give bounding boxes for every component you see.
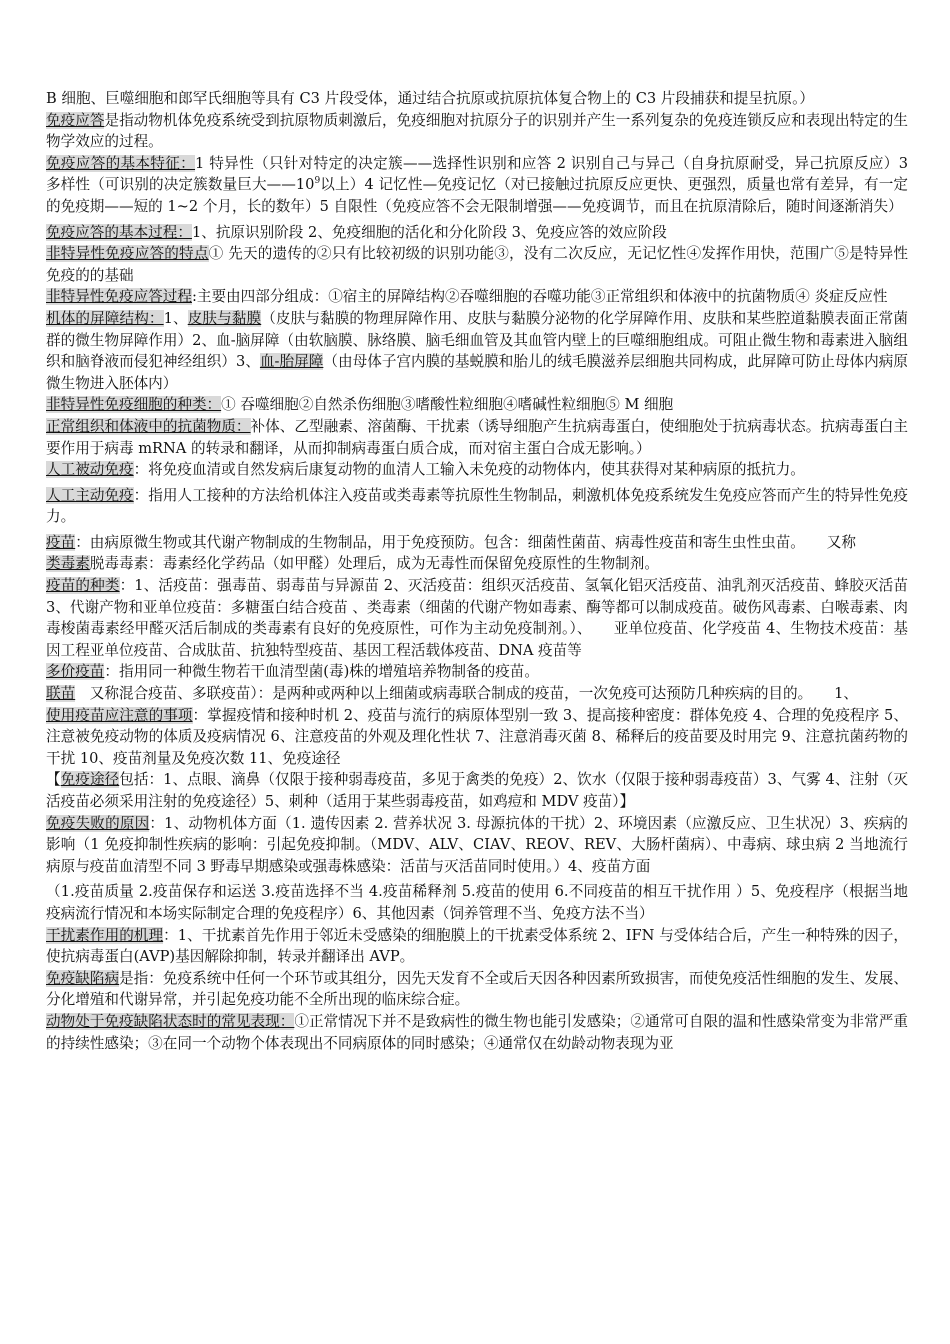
paragraph-interferon-mechanism [46,925,908,968]
superscript: 9 [314,176,321,187]
paragraph-barrier-structure [46,308,908,394]
term-heading: 免疫应答 [46,111,105,129]
paragraph-text: 1、 [163,309,188,327]
paragraph-text: ：1、干扰素首先作用于邻近未受感染的细胞膜上的干扰素受体系统 2、IFN 与受体结合后，产生一种特殊的因子，使抗病毒蛋白(AVP)基因解除抑制，转录并翻译出 AVP。 [46,926,908,966]
bracket-open: 【 [46,771,61,789]
paragraph-text: （皮肤与黏膜的物理屏障作用、皮肤与黏膜分泌物的化学屏障作用、皮肤和某些腔道黏膜表面正常菌群的微生物屏障作用）2、血-脑屏障（由软脑膜、脉络膜、脑毛细血管及其血管内壁上的巨噬细胞组成。可阻止微生物和毒素进入脑组织和脑脊液而侵犯神经组织）3、 [46,309,908,371]
paragraph-text: 脱毒毒素：毒素经化学药品（如甲醛）处理后，成为无毒性而保留免疫原性的生物制剂。 [89,555,659,573]
paragraph-text: 又称混合疫苗、多联疫苗）：是两种或两种以上细菌或病毒联合制成的疫苗，一次免疫可达预防几种疾病的目的。 1、 [75,685,858,703]
term-heading: 机体的屏障结构： [46,309,164,327]
paragraph-immune-failure [46,813,908,878]
term-heading: 疫苗的种类 [46,577,120,595]
paragraph-nonspecific-cells [46,394,908,416]
term-heading: 非特异性免疫应答过程 [46,288,192,306]
paragraph-active-immunity [46,485,908,528]
term-heading: 免疫途径 [60,771,120,789]
paragraph-antibacterial-substances [46,416,908,459]
paragraph-text: ：掌握疫情和接种时机 2、疫苗与流行的病原体型别一致 3、提高接种密度：群体免疫 4、合理的免疫程序 5、注意被免疫动物的体质及疫病情况 6、注意疫苗的外观及理化性状 7、注意消毒灭菌 8、稀释后的疫苗要及时用完 9、注意抗菌药物的干扰 10、疫苗剂量及免疫次数 11、免疫途径 [46,706,908,767]
term-heading: 免疫应答的基本特征： [46,154,196,172]
paragraph-text: B 细胞、巨噬细胞和郎罕氏细胞等具有 C3 片段受体，通过结合抗原或抗原抗体复合物上的 C3 片段捕获和提呈抗原。） [46,90,815,107]
paragraph-text: （由母体子宫内膜的基蜕膜和胎儿的绒毛膜滋养层细胞共同构成，此屏障可防止母体内病原微生物进入胚体内） [46,353,908,392]
paragraph-b-cell [46,88,908,110]
paragraph-passive-immunity [46,459,908,481]
term-heading: 多价疫苗 [46,663,105,681]
paragraph-text: 是指：免疫系统中任何一个环节或其组分，因先天发育不全或后天因各种因素所致损害，而使免疫活性细胞的发生、发展、分化增殖和代谢异常，并引起免疫功能不全所出现的临床综合症。 [46,969,908,1009]
term-heading: 免疫应答的基本过程： [46,223,192,241]
paragraph-text: ：指用同一种微生物若干血清型菌(毒)株的增殖培养物制备的疫苗。 [104,663,539,681]
term-heading: 疫苗 [46,533,76,551]
paragraph-text: ① 先天的遗传的②只有比较初级的识别功能③，没有二次反应，无记忆性④发挥作用快，范围广⑤是特异性免疫的的基础 [46,245,908,284]
term-heading: 人工被动免疫 [46,461,134,479]
term-heading: 动物处于免疫缺陷状态时的常见表现： [46,1012,295,1030]
term-heading: 联苗 [46,685,76,703]
paragraph-basic-features [46,153,908,218]
paragraph-immune-response [46,110,908,153]
paragraph-text: ：1、动物机体方面（1. 遗传因素 2. 营养状况 3. 母源抗体的干扰）2、环境因素（应激反应、卫生状况）3、疾病的影响（1 免疫抑制性疾病的影响：引起免疫抑制。（MDV、ALV、CIAV、REOV、REV、大肠杆菌病）、中毒病、球虫病 2 当地流行病原与疫苗血清型不同 3 野毒早期感染或强毒株感染：活苗与灭活苗同时使用。）4、疫苗方面 [46,814,908,875]
document-page [46,88,908,1054]
paragraph-immunodeficiency-signs [46,1011,908,1054]
paragraph-nonspecific-features [46,243,908,286]
paragraph-vaccine-precautions [46,705,908,770]
paragraph-text: ① 吞噬细胞②自然杀伤细胞③嗜酸性粒细胞④嗜碱性粒细胞⑤ M 细胞 [221,396,674,414]
term-heading: 人工主动免疫 [46,486,134,504]
term-skin-mucosa: 皮肤与黏膜 [187,309,262,327]
paragraph-toxoid [46,553,908,575]
paragraph-text: 以上）4 记忆性—免疫记忆（对已接触过抗原反应更快、更强烈，质量也常有差异，有一定的免疫期——短的 1~2 个月，长的数年）5 自限性（免疫应答不会无限制增强——免疫调节，而且在抗原清除后，随时间逐渐消失） [46,176,908,215]
term-heading: 正常组织和体液中的抗菌物质： [46,417,251,435]
paragraph-text: 是指动物机体免疫系统受到抗原物质刺激后，免疫细胞对抗原分子的识别并产生一系列复杂的免疫连锁反应和表现出特定的生物学效应的过程。 [46,111,908,151]
paragraph-text: ：指用人工接种的方法给机体注入疫苗或类毒素等抗原性生物制品，刺激机体免疫系统发生免疫应答而产生的特异性免疫力。 [46,486,908,526]
paragraph-basic-process [46,222,908,244]
paragraph-text: 补体、乙型融素、溶菌酶、干扰素（诱导细胞产生抗病毒蛋白，使细胞处于抗病毒状态。抗病毒蛋白主要作用于病毒 mRNA 的转录和翻译，从而抑制病毒蛋白质合成，而对宿主蛋白合成无影响。） [46,417,908,457]
term-heading: 类毒素 [46,555,90,573]
paragraph-text: :主要由四部分组成：①宿主的屏障结构②吞噬细胞的吞噬功能③正常组织和体液中的抗菌物质④ 炎症反应性 [191,288,888,306]
term-placental-barrier: 血-胎屏障 [259,353,324,371]
paragraph-polyvalent-vaccine [46,661,908,683]
paragraph-nonspecific-process [46,286,908,308]
term-heading: 免疫失败的原因 [46,814,150,832]
paragraph-text: 包括：1、点眼、滴鼻（仅限于接种弱毒疫苗，多见于禽类的免疫）2、饮水（仅限于接种弱毒疫苗）3、气雾 4、注射（灭活疫苗必须采用注射的免疫途径）5、刺种（适用于某些弱毒疫苗，如鸡痘和 MDV 疫苗）】 [46,771,908,810]
term-heading: 非特异性免疫细胞的种类： [46,396,222,414]
paragraph-combined-vaccine [46,683,908,705]
paragraph-text: ①正常情况下并不是致病性的微生物也能引发感染；②通常可自限的温和性感染常变为非常严重的持续性感染；③在同一个动物个体表现出不同病原体的同时感染；④通常仅在幼龄动物表现为亚 [46,1012,908,1052]
paragraph-text: （1.疫苗质量 2.疫苗保存和运送 3.疫苗选择不当 4.疫苗稀释剂 5.疫苗的使用 6.不同疫苗的相互干扰作用 ）5、免疫程序（根据当地疫病流行情况和本场实际制定合理的免疫程序）6、其他因素（饲养管理不当、免疫方法不当） [46,883,908,922]
paragraph-vaccine-types [46,575,908,661]
paragraph-immune-routes [46,769,908,812]
paragraph-text: ：由病原微生物或其代谢产物制成的生物制品，用于免疫预防。包含：细菌性菌苗、病毒性疫苗和寄生虫性虫苗。 又称 [75,533,856,551]
term-heading: 干扰素作用的机理 [46,926,164,944]
paragraph-immune-failure-cont [46,881,908,924]
paragraph-text: 1 特异性（只针对特定的决定簇——选择性识别和应答 2 识别自己与异己（自身抗原耐受，异己抗原反应）3 多样性（可识别的决定簇数量巨大——10 [46,154,908,194]
paragraph-text: ：将免疫血清或自然发病后康复动物的血清人工输入未免疫的动物体内，使其获得对某种病原的抵抗力。 [133,461,805,479]
paragraph-text: 1、抗原识别阶段 2、免疫细胞的活化和分化阶段 3、免疫应答的效应阶段 [191,223,667,241]
term-heading: 使用疫苗应注意的事项 [46,706,193,724]
term-heading: 非特异性免疫应答的特点 [46,245,209,263]
paragraph-text: ：1、活疫苗：强毒苗、弱毒苗与异源苗 2、灭活疫苗：组织灭活疫苗、氢氧化铝灭活疫苗、油乳剂灭活疫苗、蜂胶灭活苗 3、代谢产物和亚单位疫苗：多糖蛋白结合疫苗 、类毒素（细菌的代谢产物如毒素、酶等都可以制成疫苗。破伤风毒素、白喉毒素、肉毒梭菌毒素经甲醛灭活后制成的类毒素有良好的免疫原性，可作为主动免疫制剂。）、 亚单位疫苗、化学疫苗 4、生物技术疫苗：基因工程亚单位疫苗、合成肽苗、抗独特型疫苗、基因工程活载体疫苗、DNA 疫苗等 [46,577,908,659]
paragraph-vaccine [46,532,908,554]
term-heading: 免疫缺陷病 [46,969,120,987]
paragraph-immunodeficiency [46,968,908,1011]
